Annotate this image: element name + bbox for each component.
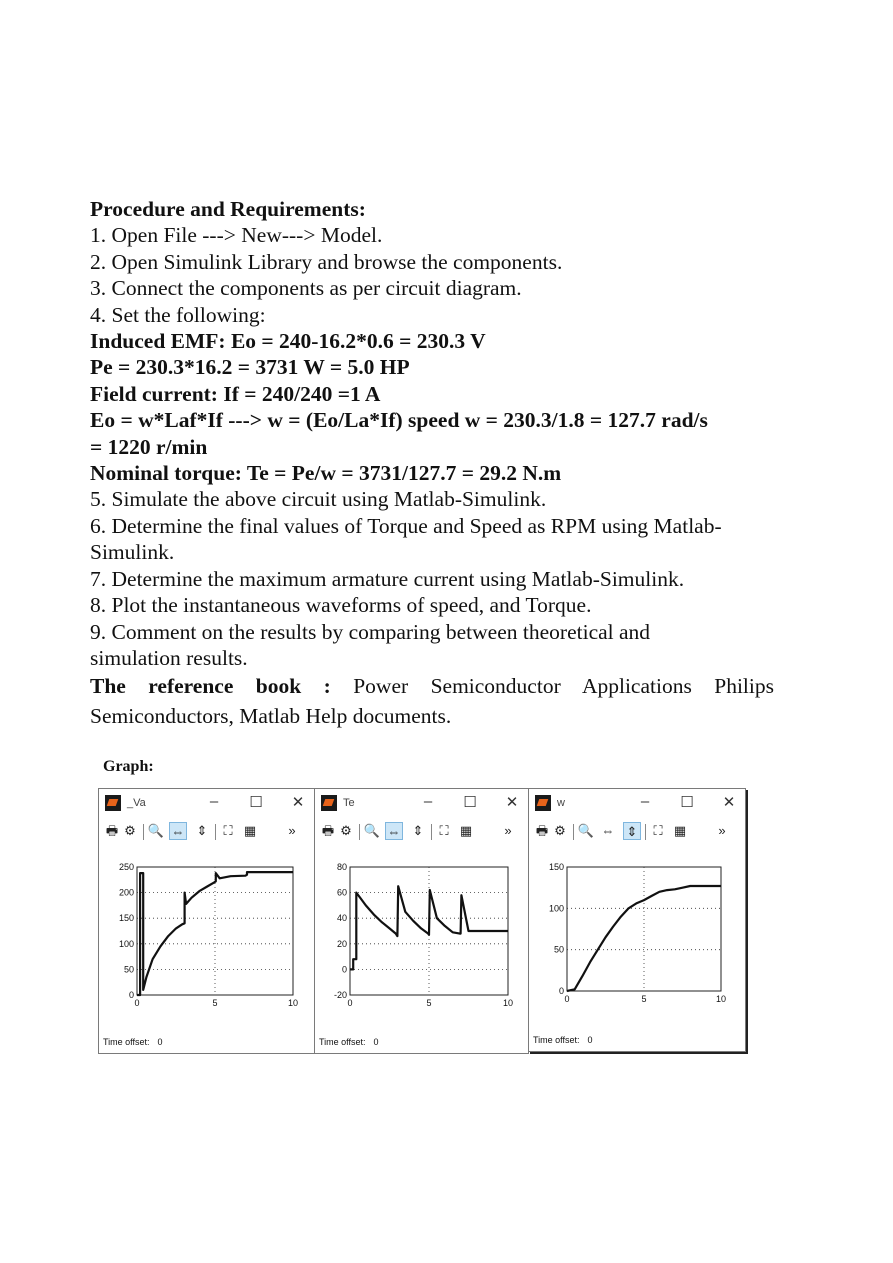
save-axes-icon[interactable]: ▦ [243,823,257,838]
settings-icon[interactable]: ⚙ [554,823,566,838]
print-icon[interactable]: 🖶 [105,823,119,838]
calc-speed: Eo = w*Laf*If ---> w = (Eo/La*If) speed w = 230.3/1.8 = 127.7 rad/s [90,408,708,433]
toolbar-separator [143,824,144,840]
reference-label: The reference book : [90,674,331,699]
settings-icon[interactable]: ⚙ [124,823,136,838]
scope-toolbar [315,819,528,845]
zoom-y-icon[interactable]: ⇕ [623,822,641,840]
y-tick-label: -20 [333,990,347,1000]
calc-torque: Nominal torque: Te = Pe/w = 3731/127.7 = 29.2 N.m [90,461,562,486]
x-tick-label: 10 [502,998,514,1008]
y-tick-label: 0 [341,964,347,975]
save-axes-icon[interactable]: ▦ [673,823,687,838]
step-5: 5. Simulate the above circuit using Matlab-Simulink. [90,487,547,512]
time-offset [319,1037,379,1047]
maximize-button[interactable]: ☐ [680,794,694,811]
reference-line-2: Semiconductors, Matlab Help documents. [90,704,452,729]
time-offset [533,1035,593,1045]
scope-window-w[interactable] [528,788,746,1052]
section-heading: Procedure and Requirements: [90,197,366,221]
time-offset-label: Time offset: [103,1037,150,1047]
step-7: 7. Determine the maximum armature current using Matlab-Simulink. [90,566,685,591]
step-2: 2. Open Simulink Library and browse the components. [90,249,563,274]
y-tick-label: 0 [128,990,134,1000]
settings-icon[interactable]: ⚙ [340,823,352,838]
toolbar-separator [573,824,574,840]
close-button[interactable]: ✕ [291,794,305,811]
print-icon[interactable]: 🖶 [535,823,549,838]
y-tick-label: 100 [548,903,564,914]
y-tick-label: 150 [118,913,134,924]
x-tick-label: 5 [212,998,218,1008]
zoom-y-icon[interactable]: ⇕ [196,823,208,838]
time-offset [103,1037,163,1047]
close-button[interactable]: ✕ [722,794,736,811]
x-tick-label: 5 [641,994,647,1004]
zoom-x-icon[interactable]: ⇔ [169,822,187,840]
y-tick-label: 50 [553,944,564,955]
calc-power: Pe = 230.3*16.2 = 3731 W = 5.0 HP [90,355,410,380]
minimize-button[interactable]: – [209,793,219,810]
more-icon[interactable]: » [504,823,512,838]
matlab-icon [321,795,337,811]
scope-titlebar[interactable] [529,789,745,819]
step-9: 9. Comment on the results by comparing between theoretical and [90,619,651,644]
scope-title: Te [343,797,355,809]
y-tick-label: 200 [118,887,134,898]
more-icon[interactable]: » [288,823,296,838]
close-button[interactable]: ✕ [505,794,519,811]
x-tick-label: 10 [287,998,299,1008]
scope-title: _Va [127,797,146,809]
y-tick-label: 250 [118,862,134,872]
autoscale-icon[interactable]: ⛶ [223,823,233,838]
zoom-x-icon[interactable]: ⇔ [601,823,615,838]
scope-titlebar[interactable] [99,789,314,819]
minimize-button[interactable]: – [423,793,433,810]
y-tick-label: 0 [558,986,564,996]
scope-toolbar [529,819,745,845]
graph-label: Graph: [103,758,154,775]
y-tick-label: 40 [336,913,347,924]
y-tick-label: 20 [336,938,347,949]
scope-plot [99,847,314,1022]
print-icon[interactable]: 🖶 [321,823,335,838]
calc-field-current: Field current: If = 240/240 =1 A [90,381,381,406]
zoom-in-icon[interactable]: 🔍 [577,823,595,838]
more-icon[interactable]: » [718,823,726,838]
y-tick-label: 80 [336,862,347,872]
x-tick-label: 5 [426,998,432,1008]
y-tick-label: 100 [118,938,134,949]
autoscale-icon[interactable]: ⛶ [653,823,663,838]
scope-plot [315,847,528,1022]
x-tick-label: 10 [715,994,727,1004]
step-8: 8. Plot the instantaneous waveforms of speed, and Torque. [90,593,592,618]
calc-speed-rpm: = 1220 r/min [90,434,208,459]
y-tick-label: 50 [123,964,134,975]
y-tick-label: 150 [548,862,564,872]
reference-text-1: Power Semiconductor Applications Philips [353,674,774,699]
step-9-cont: simulation results. [90,645,248,670]
time-offset-value: 0 [587,1035,593,1045]
time-offset-label: Time offset: [533,1035,580,1045]
scope-window-te[interactable] [314,788,529,1054]
reference-line-1 [90,671,774,701]
matlab-icon [535,795,551,811]
toolbar-separator [359,824,360,840]
zoom-in-icon[interactable]: 🔍 [363,823,381,838]
autoscale-icon[interactable]: ⛶ [439,823,449,838]
time-offset-value: 0 [157,1037,163,1047]
step-6: 6. Determine the final values of Torque and Speed as RPM using Matlab- [90,513,722,538]
zoom-x-icon[interactable]: ⇔ [385,822,403,840]
step-6-cont: Simulink. [90,540,175,565]
step-4: 4. Set the following: [90,302,266,327]
time-offset-label: Time offset: [319,1037,366,1047]
toolbar-separator [215,824,216,840]
toolbar-separator [431,824,432,840]
time-offset-value: 0 [373,1037,379,1047]
x-tick-label: 0 [347,998,353,1008]
x-tick-label: 0 [564,994,570,1004]
y-tick-label: 60 [336,887,347,898]
toolbar-separator [645,824,646,840]
minimize-button[interactable]: – [640,793,650,810]
maximize-button[interactable]: ☐ [463,794,477,811]
step-3: 3. Connect the components as per circuit diagram. [90,276,522,301]
scope-title: w [557,797,565,809]
calc-emf: Induced EMF: Eo = 240-16.2*0.6 = 230.3 V [90,329,486,354]
scope-window-va[interactable] [98,788,315,1054]
x-tick-label: 0 [134,998,140,1008]
zoom-y-icon[interactable]: ⇕ [412,823,424,838]
maximize-button[interactable]: ☐ [249,794,263,811]
matlab-icon [105,795,121,811]
step-1: 1. Open File ---> New---> Model. [90,223,383,248]
scope-toolbar [99,819,314,845]
scope-plot [529,847,745,1022]
scope-titlebar[interactable] [315,789,528,819]
document-body [90,196,774,731]
zoom-in-icon[interactable]: 🔍 [147,823,165,838]
save-axes-icon[interactable]: ▦ [459,823,473,838]
